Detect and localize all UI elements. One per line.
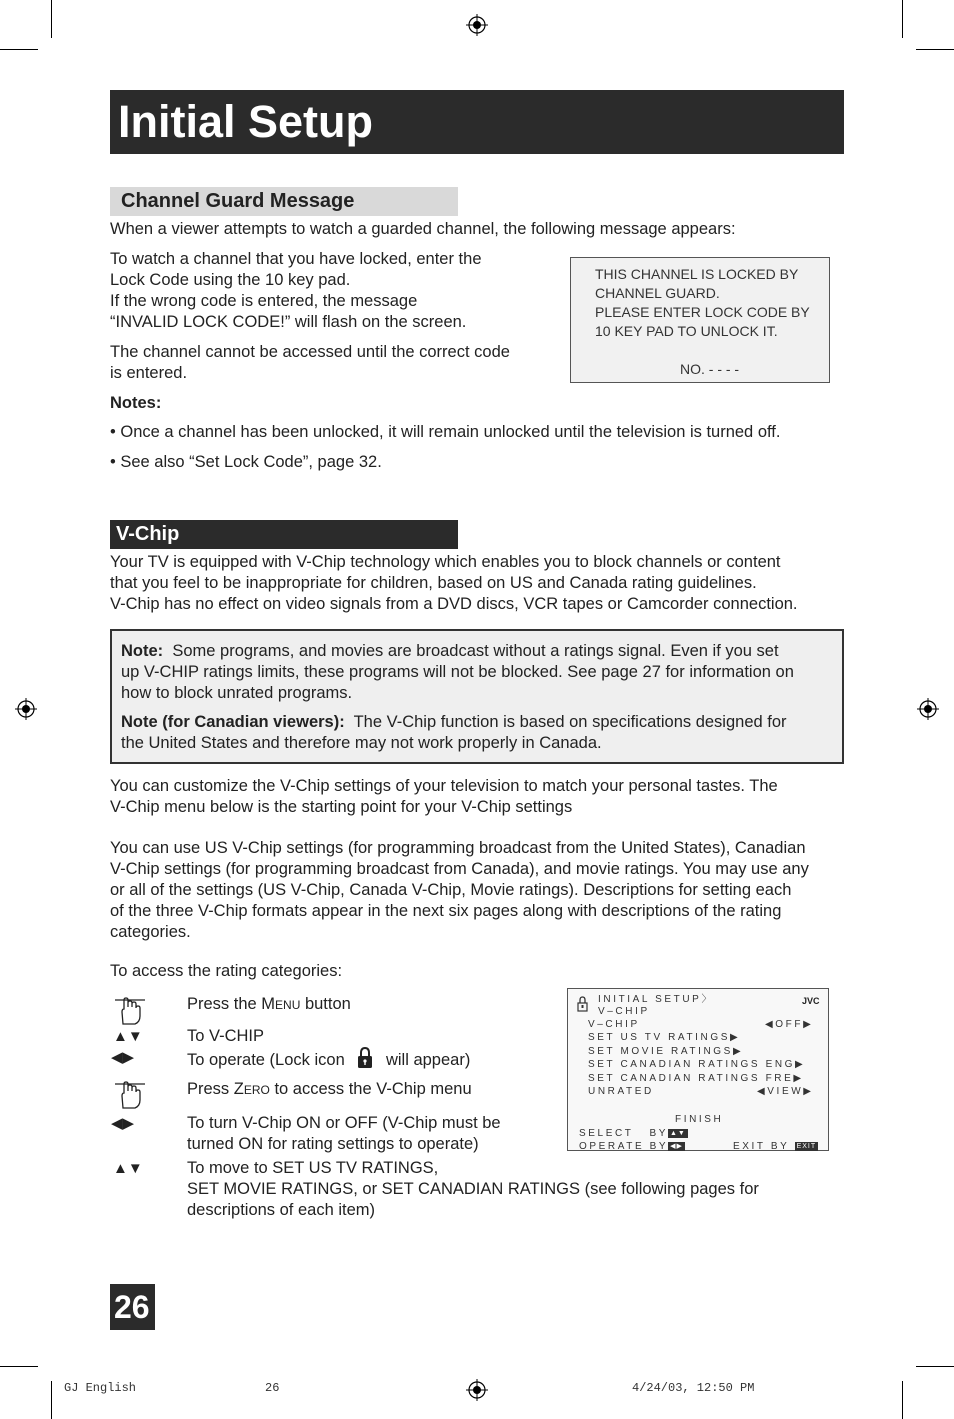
select-key-icon: ▲▼ xyxy=(670,1129,686,1137)
vchip-intro: Your TV is equipped with V-Chip technology which enables you to block channels or content that you feel to be inappropriate for children, based on US and Canada rating guidelines. V-Chip has no effect on video signals from a DVD discs, VCR tapes or Camcorder connection. xyxy=(110,553,798,613)
step-move-ratings: To move to SET US TV RATINGS, SET MOVIE RATINGS, or SET CANADIAN RATINGS (see following pages for descriptions of each item) xyxy=(187,1159,759,1219)
note-item: • See also “Set Lock Code”, page 32. xyxy=(110,453,382,471)
section-heading-channel-guard: Channel Guard Message xyxy=(110,187,458,216)
page-title: Initial Setup xyxy=(118,96,374,147)
step-turn-on-off: To turn V-Chip ON or OFF (V-Chip must be turned ON for rating settings to operate) xyxy=(187,1114,501,1153)
channel-guard-intro: When a viewer attempts to watch a guarded channel, the following message appears: xyxy=(110,220,736,238)
menu-item-set-canadian-ratings-fre[interactable]: SET CANADIAN RATINGS FRE▶ xyxy=(588,1073,804,1084)
step-to-vchip: To V-CHIP xyxy=(187,1027,265,1045)
menu-item-unrated[interactable]: UNRATED xyxy=(588,1086,654,1097)
menu-lock-icon xyxy=(577,996,588,1012)
menu-value-unrated[interactable]: ◀VIEW▶ xyxy=(757,1086,814,1097)
step-operate: To operate (Lock icon will appear) xyxy=(187,1047,470,1071)
page-number-badge: 26 xyxy=(110,1284,155,1330)
menu-value-vchip[interactable]: ◀OFF▶ xyxy=(765,1019,814,1030)
menu-exit-hint: EXIT BY EXIT xyxy=(733,1141,817,1152)
registration-mark-icon xyxy=(466,1379,488,1401)
channel-guard-paragraph-1: To watch a channel that you have locked, enter the Lock Code using the 10 key pad. If the wrong code is entered, the message “INVALID LOCK CODE!” will flash on the screen. xyxy=(110,250,482,331)
vchip-note-box: Note: Some programs, and movies are broadcast without a ratings signal. Even if you set up V-CHIP ratings limits, these programs will not be blocked. See page 27 for information on how to block unrated programs. Note (for Canadian viewers): The V-Chip function is based on specifications designed for the United States and therefore may not work properly in Canada. xyxy=(110,629,844,764)
menu-finish[interactable]: FINISH xyxy=(675,1114,724,1125)
channel-locked-message-box: THIS CHANNEL IS LOCKED BY CHANNEL GUARD. PLEASE ENTER LOCK CODE BY 10 KEY PAD TO UNLOCK IT. NO. - - - - xyxy=(570,257,830,383)
note-item: • Once a channel has been unlocked, it will remain unlocked until the television is turned off. xyxy=(110,423,781,441)
registration-mark-icon xyxy=(15,698,37,720)
section-heading-vchip: V-Chip xyxy=(110,520,458,549)
footer-timestamp: 4/24/03, 12:50 PM xyxy=(632,1381,755,1395)
exit-key-icon: EXIT xyxy=(796,1142,817,1150)
page-title-bar xyxy=(110,90,844,154)
menu-item-set-movie-ratings[interactable]: SET MOVIE RATINGS▶ xyxy=(588,1046,744,1057)
vchip-menu-screen xyxy=(567,988,829,1151)
left-right-arrows-icon: ◀▶ xyxy=(111,1049,135,1066)
menu-item-vchip[interactable]: V–CHIP xyxy=(588,1019,640,1030)
step-press-zero: Press ZERO to access the V-Chip menu xyxy=(187,1080,472,1098)
hand-press-icon xyxy=(113,1078,147,1112)
channel-guard-paragraph-2: The channel cannot be accessed until the correct code is entered. xyxy=(110,343,510,382)
hand-press-icon xyxy=(113,994,147,1028)
footer-file-name: GJ English xyxy=(64,1381,137,1395)
vchip-settings-paragraph: You can use US V-Chip settings (for programming broadcast from the United States), Canadian V-Chip settings (for programming broadcast from Canada), and movie ratings. You may use any or all of the settings (US V-Chip, Canada V-Chip, Movie ratings). Descriptions for setting each of the three V-Chip formats appear in the next six pages along with descriptions of the rating categories. xyxy=(110,839,809,941)
access-instructions: To access the rating categories: xyxy=(110,962,343,980)
menu-subtitle: V–CHIP xyxy=(598,1006,650,1017)
menu-breadcrumb: INITIAL SETUP〉 xyxy=(598,994,715,1005)
registration-mark-icon xyxy=(466,14,488,36)
jvc-logo: JVC xyxy=(802,996,820,1006)
step-press-menu: Press the MENU button xyxy=(187,995,351,1013)
menu-operate-hint: OPERATE BY ◀▶ xyxy=(579,1141,683,1152)
up-down-arrows-icon: ▲▼ xyxy=(113,1028,143,1045)
left-right-arrows-icon: ◀▶ xyxy=(111,1115,135,1132)
operate-key-icon: ◀▶ xyxy=(670,1142,683,1150)
lock-code-entry: NO. - - - - xyxy=(680,361,740,377)
menu-item-set-us-tv-ratings[interactable]: SET US TV RATINGS▶ xyxy=(588,1032,741,1043)
menu-item-set-canadian-ratings-eng[interactable]: SET CANADIAN RATINGS ENG▶ xyxy=(588,1059,806,1070)
vchip-customize-paragraph: You can customize the V-Chip settings of your television to match your personal tastes. The V-Chip menu below is the starting point for your V-Chip settings xyxy=(110,777,778,816)
notes-label: Notes: xyxy=(110,394,162,412)
registration-mark-icon xyxy=(917,698,939,720)
footer-page: 26 xyxy=(265,1381,280,1395)
up-down-arrows-icon: ▲▼ xyxy=(113,1160,143,1177)
menu-select-hint: SELECT BY ▲▼ xyxy=(579,1128,686,1139)
lock-icon xyxy=(357,1047,373,1069)
